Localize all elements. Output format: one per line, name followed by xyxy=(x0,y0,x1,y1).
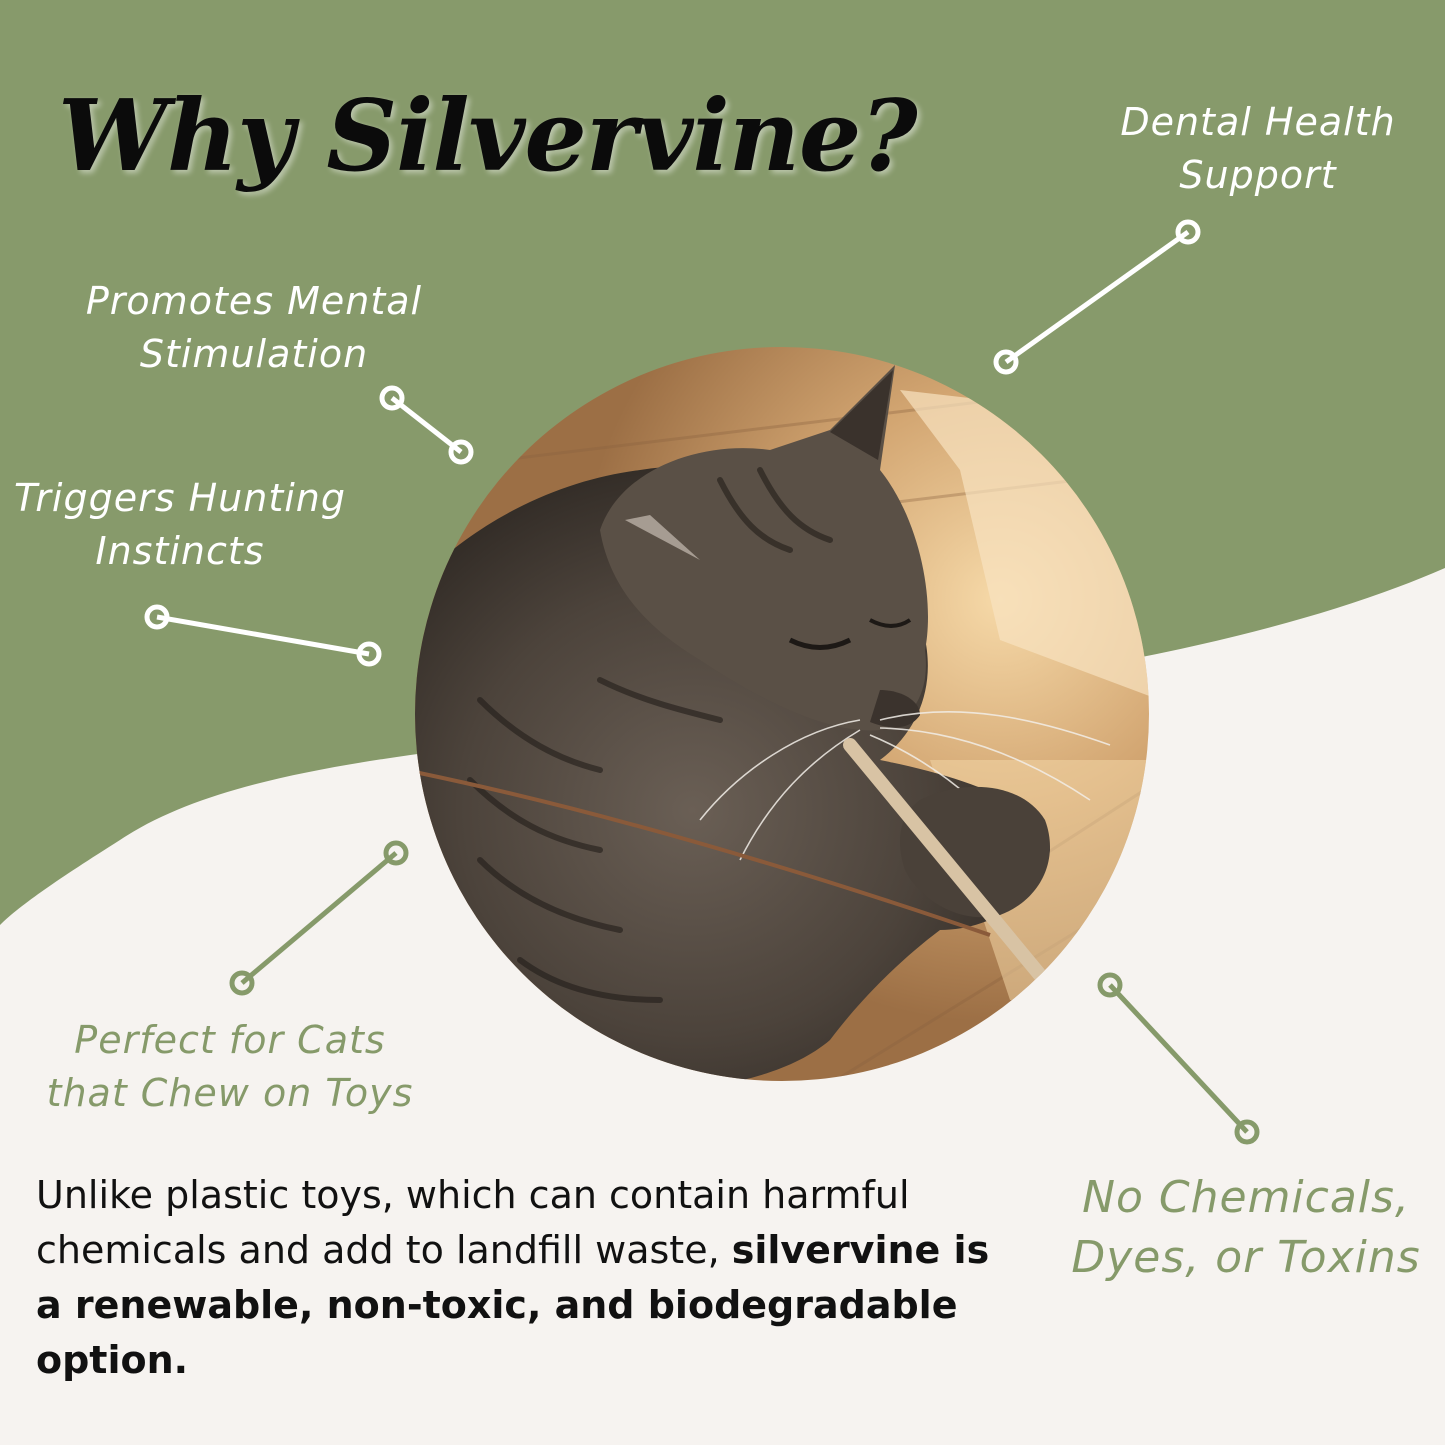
callout-line: that Chew on Toys xyxy=(46,1071,414,1115)
callout-line: Instincts xyxy=(95,529,265,573)
callout-line: No Chemicals, xyxy=(1082,1172,1410,1223)
callout-line: Promotes Mental xyxy=(85,279,423,323)
callout-line: Dental Health xyxy=(1120,100,1396,144)
description-bold: silvervine is a renewable, non-toxic, and biodegradable option. xyxy=(36,1228,990,1382)
callout-line: Perfect for Cats xyxy=(74,1018,386,1062)
callout-line: Triggers Hunting xyxy=(14,476,346,520)
callout-line: Stimulation xyxy=(139,332,369,376)
callout-line: Support xyxy=(1179,153,1337,197)
callout-hunting-instincts xyxy=(2,472,358,578)
connector-chew xyxy=(232,843,406,993)
description-regular: Unlike plastic toys, which can contain harmful chemicals and add to landfill waste, xyxy=(36,1173,910,1272)
callout-no-chemicals xyxy=(1068,1168,1424,1288)
callout-mental-stimulation xyxy=(72,275,436,381)
callout-chew-toys xyxy=(26,1014,434,1120)
callout-dental-health xyxy=(1098,96,1418,202)
callout-line: Dyes, or Toxins xyxy=(1071,1232,1421,1283)
description-paragraph xyxy=(36,1168,1026,1388)
page-title: Why Silvervine? xyxy=(58,79,917,194)
connector-chemicals xyxy=(1100,975,1257,1142)
